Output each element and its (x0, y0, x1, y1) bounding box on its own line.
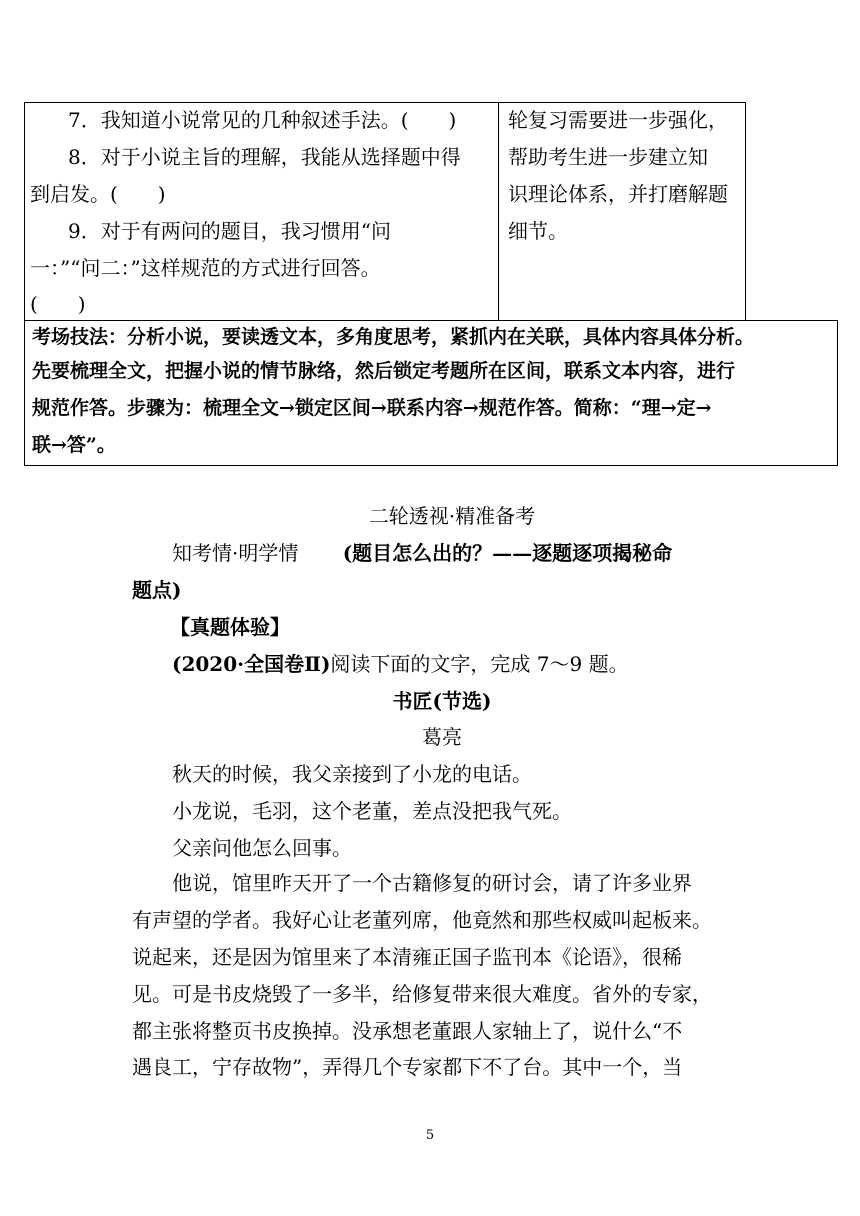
story-title: 书匠(节选) (392, 689, 492, 713)
subheading-note-2: 题点) (132, 578, 182, 602)
exam-source: (2020·全国卷Ⅱ) (172, 652, 331, 676)
checklist-note-line-2: 帮助考生进一步建立知 (508, 145, 708, 169)
tips-border-left (24, 320, 25, 466)
checklist-note-line-4: 细节。 (508, 219, 568, 243)
tips-label: 考场技法： (32, 326, 128, 348)
tips-line-2: 先要梳理全文，把握小说的情节脉络，然后锁定考题所在区间，联系文本内容，进行 (32, 360, 736, 382)
page-number: 5 (425, 1128, 435, 1143)
checklist-item-9-line-2: 一：”“问二：”这样规范的方式进行回答。 (30, 256, 381, 280)
story-paragraph-3: 父亲问他怎么回事。 (172, 836, 352, 860)
section-heading: 二轮透视·精准备考 (368, 504, 536, 528)
checklist-item-9-line-3: ( ) (30, 292, 86, 316)
checklist-note-line-3: 识理论体系，并打磨解题 (508, 182, 728, 206)
tips-border-top (24, 320, 838, 321)
tips-line-3: 规范作答。步骤为：梳理全文→锁定区间→联系内容→规范作答。简称：“理→定→ (32, 397, 712, 419)
table-border-top (24, 102, 746, 103)
story-paragraph-4-line-5: 都主张将整页书皮换掉。没承想老董跟人家轴上了，说什么“不 (132, 1019, 683, 1043)
subheading-note-1: (题目怎么出的？——逐题逐项揭秘命 (342, 541, 673, 565)
exam-heading: 【真题体验】 (170, 615, 290, 639)
story-paragraph-4-line-1: 他说，馆里昨天开了一个古籍修复的研讨会，请了许多业界 (172, 871, 692, 895)
table-border-right (745, 102, 746, 320)
story-paragraph-4-line-4: 见。可是书皮烧毁了一多半，给修复带来很大难度。省外的专家， (132, 982, 712, 1006)
tips-line-4: 联→答”。 (32, 434, 116, 456)
checklist-item-9-line-1: 9．对于有两问的题目，我习惯用“问 (68, 219, 391, 243)
checklist-item-8-line-1: 8．对于小说主旨的理解，我能从选择题中得 (68, 145, 461, 169)
story-paragraph-1: 秋天的时候，我父亲接到了小龙的电话。 (172, 762, 532, 786)
subheading-label: 知考情·明学情 (172, 541, 299, 565)
tips-line-1 (32, 325, 754, 349)
story-paragraph-4-line-3: 说起来，还是因为馆里来了本清雍正国子监刊本《论语》，很稀 (132, 945, 682, 969)
checklist-item-8-line-2: 到启发。( ) (30, 182, 166, 206)
exam-instruction: 阅读下面的文字，完成 7～9 题。 (330, 652, 629, 676)
story-paragraph-2: 小龙说，毛羽，这个老董，差点没把我气死。 (172, 799, 572, 823)
subheading-line-1 (172, 541, 672, 565)
story-author: 葛亮 (422, 725, 462, 749)
checklist-note-line-1: 轮复习需要进一步强化， (508, 108, 728, 132)
tips-border-bottom (24, 465, 838, 466)
table-column-divider (498, 102, 499, 320)
exam-instruction-line (172, 652, 629, 676)
table-border-left (24, 102, 25, 320)
tips-text-1: 分析小说，要读透文本，多角度思考，紧抓内在关联，具体内容具体分析。 (127, 326, 755, 348)
tips-border-right (837, 320, 838, 466)
story-paragraph-4-line-6: 遇良工，宁存故物”，弄得几个专家都下不了台。其中一个，当 (132, 1055, 683, 1079)
checklist-item-7: 7．我知道小说常见的几种叙述手法。( ) (68, 108, 457, 132)
story-paragraph-4-line-2: 有声望的学者。我好心让老董列席，他竟然和那些权威叫起板来。 (132, 908, 712, 932)
